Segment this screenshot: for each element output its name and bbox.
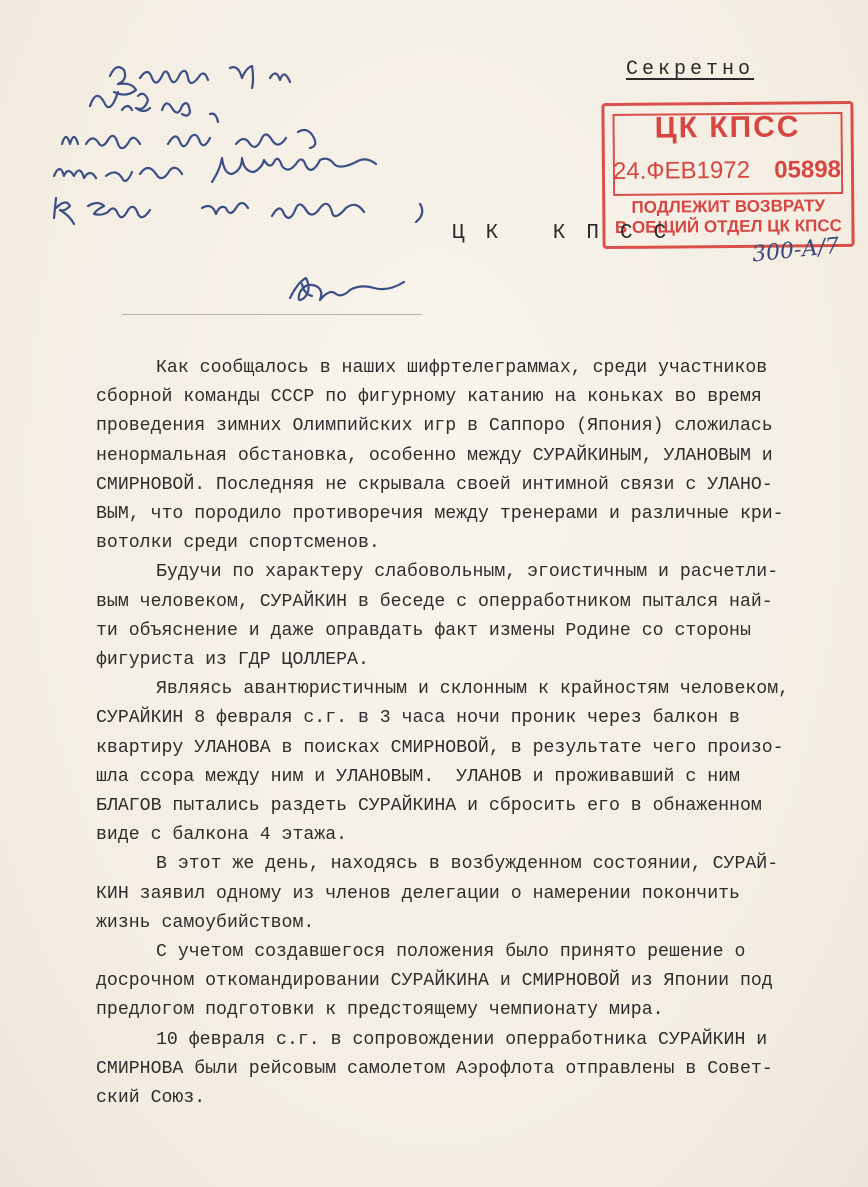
paragraph [96,558,856,675]
text-line: вотолки среди спортсменов. [96,533,380,554]
stamp-return-line-1: ПОДЛЕЖИТ ВОЗВРАТУ [631,196,826,217]
text-line: квартиру УЛАНОВА в поисках СМИРНОВОЙ, в результате чего произо- [96,737,784,758]
paragraph [96,938,856,1026]
text-line: СМИРНОВА были рейсовым самолетом Аэрофлота отправлены в Совет- [96,1058,773,1079]
paragraph [96,354,856,558]
handwritten-reference-note: 300-А/7 [750,233,841,268]
stamp-date: 24.ФЕВ1972 [612,156,751,186]
handwritten-resolution [40,48,460,318]
text-line: СУРАЙКИН 8 февраля с.г. в 3 часа ночи проник через балкон в [96,708,740,729]
text-line: шла ссора между ним и УЛАНОВЫМ. УЛАНОВ и проживавший с ним [96,766,740,787]
text-line: Являясь авантюристичным и склонным к крайностям человеком, [156,679,790,700]
stamp-number: 05898 [774,156,842,184]
text-line: ти объяснение и даже оправдать факт измены Родине со стороны [96,620,751,641]
text-line: сборной команды СССР по фигурному катанию на коньках во время [96,387,762,408]
text-line: КИН заявил одному из членов делегации о намерении покончить [96,883,740,904]
text-line: Будучи по характеру слабовольным, эгоистичным и расчетли- [156,562,779,583]
text-line: ский Союз. [96,1088,206,1109]
text-line: В этот же день, находясь в возбужденном состоянии, СУРАЙ- [156,854,779,875]
text-line: БЛАГОВ пытались раздеть СУРАЙКИНА и сбросить его в обнаженном [96,796,762,817]
addressee: ЦК КПСС [452,222,688,245]
text-line: Как сообщалось в наших шифртелеграммах, среди участников [156,358,768,378]
text-line: досрочном откомандировании СУРАЙКИНА и СМИРНОВОЙ из Японии под [96,971,773,992]
text-line: вым человеком, СУРАЙКИН в беседе с оперработником пытался най- [96,591,773,612]
stamp-organization: ЦК КПСС [654,110,801,145]
text-line: фигуриста из ГДР ЦОЛЛЕРА. [96,650,369,671]
text-line: ненормальная обстановка, особенно между СУРАЙКИНЫМ, УЛАНОВЫМ и [96,445,773,466]
divider-line [122,314,422,315]
paragraph [96,850,856,938]
classification-label: Секретно [626,58,755,81]
stamp-return-line-2: В ОБЩИЙ ОТДЕЛ ЦК КПСС [614,216,842,237]
text-line: проведения зимних Олимпийских игр в Саппоро (Япония) сложилась [96,416,773,437]
text-line: С учетом создавшегося положения было принято решение о [156,942,746,963]
text-line: жизнь самоубийством. [96,912,315,933]
paragraph [96,675,856,850]
text-line: предлогом подготовки к предстоящему чемпионату мира. [96,1000,664,1021]
text-line: ВЫМ, что породило противоречия между тренерами и различные кри- [96,504,784,525]
text-line: СМИРНОВОЙ. Последняя не скрывала своей интимной связи с УЛАНО- [96,474,773,495]
paragraph [96,1026,856,1114]
document-body [96,354,856,1113]
text-line: виде с балкона 4 этажа. [96,825,348,846]
text-line: 10 февраля с.г. в сопровождении оперработника СУРАЙКИН и [156,1029,768,1050]
